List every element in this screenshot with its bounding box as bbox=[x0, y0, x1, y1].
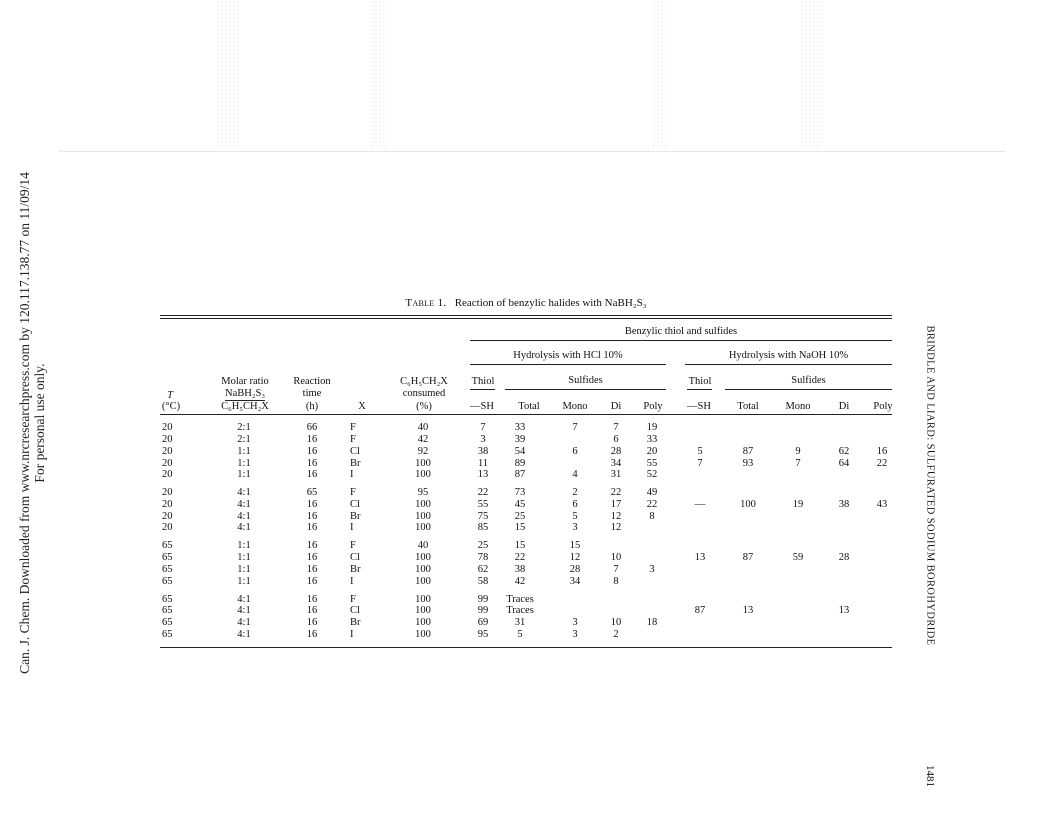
cell-molar-ratio: 1:1 bbox=[237, 540, 251, 551]
cell-hcl-thiol: 25 bbox=[477, 540, 489, 551]
cell-naoh-di: 62 bbox=[838, 446, 850, 457]
cell-molar-ratio: 4:1 bbox=[237, 617, 251, 628]
header-sh-naoh: —SH bbox=[687, 401, 711, 412]
cell-hcl-total: 38 bbox=[514, 564, 526, 575]
cell-hcl-mono: 34 bbox=[569, 576, 581, 587]
header-sulfides-naoh: Sulfides bbox=[791, 375, 826, 386]
cell-naoh-di: 13 bbox=[838, 605, 850, 616]
cell-hcl-poly: 55 bbox=[646, 458, 658, 469]
cell-hcl-di: 7 bbox=[613, 422, 619, 433]
cell-naoh-mono: 19 bbox=[792, 499, 804, 510]
cell-reaction-time: 66 bbox=[306, 422, 318, 433]
header-x: X bbox=[358, 401, 366, 412]
cell-hcl-thiol: 95 bbox=[477, 629, 489, 640]
cell-naoh-poly: 22 bbox=[876, 458, 888, 469]
header-reaction: Reaction bbox=[293, 376, 331, 387]
scan-artifact bbox=[800, 0, 822, 150]
cell-hcl-di: 12 bbox=[610, 511, 622, 522]
header-temperature-symbol: T bbox=[167, 390, 173, 401]
cell-halide: Cl bbox=[350, 605, 360, 616]
cell-reaction-time: 65 bbox=[306, 487, 318, 498]
header-temperature-unit: (°C) bbox=[161, 401, 181, 412]
cell-hcl-poly: 19 bbox=[646, 422, 658, 433]
cell-molar-ratio: 1:1 bbox=[237, 552, 251, 563]
cell-hcl-di: 10 bbox=[610, 552, 622, 563]
cell-halide: I bbox=[350, 629, 354, 640]
cell-temperature: 20 bbox=[162, 487, 173, 498]
cell-reaction-time: 16 bbox=[306, 617, 318, 628]
cell-hcl-total: 42 bbox=[514, 576, 526, 587]
cell-molar-ratio: 1:1 bbox=[237, 469, 251, 480]
cell-hcl-poly: 20 bbox=[646, 446, 658, 457]
cell-consumed: 100 bbox=[415, 458, 431, 469]
cell-hcl-mono: 6 bbox=[572, 446, 578, 457]
cell-temperature: 20 bbox=[162, 511, 173, 522]
cell-naoh-mono: 7 bbox=[795, 458, 801, 469]
cell-temperature: 65 bbox=[162, 629, 173, 640]
cell-naoh-poly: 16 bbox=[876, 446, 888, 457]
header-naoh-group: Hydrolysis with NaOH 10% bbox=[728, 350, 849, 361]
table-bottom-rule bbox=[160, 647, 892, 648]
cell-halide: Br bbox=[350, 617, 361, 628]
header-total-hcl: Total bbox=[518, 401, 540, 412]
header-consumed-unit: (%) bbox=[416, 401, 432, 412]
header-bottom-rule bbox=[160, 414, 892, 415]
cell-hcl-mono: 15 bbox=[569, 540, 581, 551]
sulfides-rule-hcl bbox=[505, 389, 666, 390]
cell-naoh-mono: 9 bbox=[795, 446, 801, 457]
group-rule-benzylic bbox=[470, 340, 892, 341]
cell-halide: Br bbox=[350, 511, 361, 522]
cell-hcl-poly: 49 bbox=[646, 487, 658, 498]
header-time: time bbox=[302, 388, 322, 399]
cell-molar-ratio: 4:1 bbox=[237, 629, 251, 640]
cell-hcl-di: 31 bbox=[610, 469, 622, 480]
cell-naoh-mono: 59 bbox=[792, 552, 804, 563]
cell-consumed: 100 bbox=[415, 617, 431, 628]
cell-hcl-mono: 3 bbox=[572, 617, 578, 628]
top-rule-second bbox=[160, 318, 892, 319]
cell-hcl-thiol: 78 bbox=[477, 552, 489, 563]
cell-reaction-time: 16 bbox=[306, 446, 318, 457]
header-thiol-hcl: Thiol bbox=[471, 376, 495, 387]
cell-reaction-time: 16 bbox=[306, 605, 318, 616]
cell-hcl-di: 2 bbox=[613, 629, 619, 640]
header-molar-ratio: Molar ratio bbox=[221, 376, 269, 387]
cell-naoh-di: 38 bbox=[838, 499, 850, 510]
cell-naoh-thiol: — bbox=[694, 499, 706, 510]
cell-hcl-di: 22 bbox=[610, 487, 622, 498]
cell-hcl-di: 10 bbox=[610, 617, 622, 628]
cell-reaction-time: 16 bbox=[306, 511, 318, 522]
cell-hcl-thiol: 58 bbox=[477, 576, 489, 587]
cell-consumed: 92 bbox=[417, 446, 429, 457]
sulfides-rule-naoh bbox=[725, 389, 892, 390]
cell-hcl-mono: 3 bbox=[572, 522, 578, 533]
group-rule-hcl bbox=[470, 364, 666, 365]
cell-molar-ratio: 4:1 bbox=[237, 605, 251, 616]
header-mono-naoh: Mono bbox=[785, 401, 811, 412]
cell-halide: F bbox=[350, 487, 356, 498]
cell-naoh-thiol: 7 bbox=[697, 458, 703, 469]
cell-molar-ratio: 1:1 bbox=[237, 446, 251, 457]
cell-hcl-mono: 5 bbox=[572, 511, 578, 522]
cell-temperature: 65 bbox=[162, 576, 173, 587]
cell-molar-ratio: 4:1 bbox=[237, 511, 251, 522]
top-rule bbox=[160, 315, 892, 316]
cell-hcl-poly: 22 bbox=[646, 499, 658, 510]
cell-naoh-di: 28 bbox=[838, 552, 850, 563]
cell-reaction-time: 16 bbox=[306, 499, 318, 510]
cell-hcl-total: 31 bbox=[514, 617, 526, 628]
cell-consumed: 100 bbox=[415, 594, 431, 605]
cell-consumed: 95 bbox=[417, 487, 429, 498]
header-benzylic-group: Benzylic thiol and sulfides bbox=[624, 326, 738, 337]
cell-hcl-total: 39 bbox=[514, 434, 526, 445]
table-caption bbox=[160, 297, 892, 309]
header-total-naoh: Total bbox=[737, 401, 759, 412]
cell-naoh-poly: 43 bbox=[876, 499, 888, 510]
cell-naoh-thiol: 87 bbox=[694, 605, 706, 616]
cell-halide: Cl bbox=[350, 499, 360, 510]
cell-reaction-time: 16 bbox=[306, 576, 318, 587]
cell-temperature: 65 bbox=[162, 617, 173, 628]
cell-consumed: 100 bbox=[415, 552, 431, 563]
cell-hcl-total: Traces bbox=[506, 594, 534, 605]
cell-halide: I bbox=[350, 522, 354, 533]
cell-hcl-poly: 3 bbox=[649, 564, 655, 575]
header-poly-hcl: Poly bbox=[643, 401, 663, 412]
header-molar-denominator: C₆H₅CH₂X bbox=[221, 401, 269, 412]
header-sulfides-hcl: Sulfides bbox=[568, 375, 603, 386]
cell-temperature: 20 bbox=[162, 422, 173, 433]
cell-halide: F bbox=[350, 422, 356, 433]
group-rule-naoh bbox=[685, 364, 892, 365]
cell-hcl-thiol: 75 bbox=[477, 511, 489, 522]
cell-reaction-time: 16 bbox=[306, 540, 318, 551]
cell-hcl-poly: 33 bbox=[646, 434, 658, 445]
thiol-rule-naoh bbox=[687, 389, 712, 390]
cell-temperature: 65 bbox=[162, 552, 173, 563]
cell-hcl-di: 34 bbox=[610, 458, 622, 469]
cell-hcl-thiol: 55 bbox=[477, 499, 489, 510]
cell-hcl-thiol: 7 bbox=[480, 422, 486, 433]
cell-molar-ratio: 4:1 bbox=[237, 594, 251, 605]
cell-hcl-di: 28 bbox=[610, 446, 622, 457]
header-time-unit: (h) bbox=[305, 401, 319, 412]
cell-hcl-total: 89 bbox=[514, 458, 526, 469]
cell-halide: Cl bbox=[350, 446, 360, 457]
cell-temperature: 65 bbox=[162, 605, 173, 616]
cell-hcl-poly: 18 bbox=[646, 617, 658, 628]
header-consumed-formula: C₆H₅CH₂X bbox=[400, 376, 448, 387]
cell-consumed: 100 bbox=[415, 522, 431, 533]
cell-hcl-total: 5 bbox=[517, 629, 523, 640]
cell-hcl-thiol: 99 bbox=[477, 605, 489, 616]
cell-reaction-time: 16 bbox=[306, 469, 318, 480]
cell-reaction-time: 16 bbox=[306, 629, 318, 640]
cell-consumed: 100 bbox=[415, 511, 431, 522]
cell-hcl-total: 25 bbox=[514, 511, 526, 522]
cell-halide: I bbox=[350, 576, 354, 587]
cell-temperature: 20 bbox=[162, 458, 173, 469]
cell-hcl-total: 45 bbox=[514, 499, 526, 510]
cell-reaction-time: 16 bbox=[306, 434, 318, 445]
cell-hcl-thiol: 69 bbox=[477, 617, 489, 628]
cell-reaction-time: 16 bbox=[306, 564, 318, 575]
scan-artifact-line bbox=[60, 151, 1005, 152]
table-title: Reaction of benzylic halides with NaBH₂S₃ bbox=[454, 297, 647, 309]
cell-hcl-mono: 2 bbox=[572, 487, 578, 498]
cell-hcl-di: 8 bbox=[613, 576, 619, 587]
cell-hcl-mono: 4 bbox=[572, 469, 578, 480]
cell-hcl-total: 87 bbox=[514, 469, 526, 480]
cell-hcl-thiol: 62 bbox=[477, 564, 489, 575]
cell-reaction-time: 16 bbox=[306, 594, 318, 605]
cell-temperature: 65 bbox=[162, 564, 173, 575]
header-thiol-naoh: Thiol bbox=[688, 376, 712, 387]
cell-reaction-time: 16 bbox=[306, 522, 318, 533]
cell-molar-ratio: 1:1 bbox=[237, 564, 251, 575]
cell-temperature: 20 bbox=[162, 522, 173, 533]
cell-temperature: 20 bbox=[162, 434, 173, 445]
cell-naoh-total: 87 bbox=[742, 552, 754, 563]
cell-hcl-total: 54 bbox=[514, 446, 526, 457]
cell-molar-ratio: 4:1 bbox=[237, 487, 251, 498]
cell-hcl-thiol: 11 bbox=[477, 458, 489, 469]
cell-halide: F bbox=[350, 594, 356, 605]
cell-consumed: 100 bbox=[415, 499, 431, 510]
cell-halide: Br bbox=[350, 458, 361, 469]
cell-naoh-total: 87 bbox=[742, 446, 754, 457]
cell-naoh-thiol: 13 bbox=[694, 552, 706, 563]
cell-consumed: 40 bbox=[417, 422, 429, 433]
cell-hcl-di: 7 bbox=[613, 564, 619, 575]
cell-hcl-mono: 12 bbox=[569, 552, 581, 563]
cell-hcl-thiol: 99 bbox=[477, 594, 489, 605]
thiol-rule-hcl bbox=[470, 389, 495, 390]
cell-hcl-total: 73 bbox=[514, 487, 526, 498]
page-number: 1481 bbox=[924, 765, 936, 787]
cell-molar-ratio: 4:1 bbox=[237, 522, 251, 533]
cell-temperature: 20 bbox=[162, 469, 173, 480]
cell-temperature: 65 bbox=[162, 594, 173, 605]
cell-hcl-thiol: 38 bbox=[477, 446, 489, 457]
cell-consumed: 42 bbox=[417, 434, 429, 445]
cell-consumed: 100 bbox=[415, 629, 431, 640]
header-mono-hcl: Mono bbox=[562, 401, 588, 412]
table-label: Table 1. bbox=[405, 297, 447, 309]
cell-consumed: 100 bbox=[415, 576, 431, 587]
cell-hcl-mono: 6 bbox=[572, 499, 578, 510]
cell-reaction-time: 16 bbox=[306, 458, 318, 469]
cell-hcl-thiol: 85 bbox=[477, 522, 489, 533]
cell-molar-ratio: 1:1 bbox=[237, 458, 251, 469]
cell-hcl-di: 12 bbox=[610, 522, 622, 533]
header-sh-hcl: —SH bbox=[470, 401, 494, 412]
cell-molar-ratio: 2:1 bbox=[237, 422, 251, 433]
cell-hcl-thiol: 13 bbox=[477, 469, 489, 480]
cell-temperature: 20 bbox=[162, 446, 173, 457]
cell-hcl-mono: 28 bbox=[569, 564, 581, 575]
scan-artifact bbox=[216, 0, 240, 150]
cell-hcl-di: 17 bbox=[610, 499, 622, 510]
cell-hcl-poly: 8 bbox=[649, 511, 655, 522]
download-notice-line2: For personal use only. bbox=[32, 363, 47, 483]
cell-hcl-poly: 52 bbox=[646, 469, 658, 480]
cell-reaction-time: 16 bbox=[306, 552, 318, 563]
cell-temperature: 65 bbox=[162, 540, 173, 551]
download-notice-line1: Can. J. Chem. Downloaded from www.nrcresearchpress.com by 120.117.138.77 on 11/09/14 bbox=[17, 172, 32, 674]
cell-naoh-di: 64 bbox=[838, 458, 850, 469]
cell-halide: F bbox=[350, 540, 356, 551]
cell-hcl-thiol: 22 bbox=[477, 487, 489, 498]
cell-hcl-mono: 3 bbox=[572, 629, 578, 640]
cell-hcl-thiol: 3 bbox=[480, 434, 486, 445]
header-consumed: consumed bbox=[402, 388, 446, 399]
running-head: BRINDLE AND LIARD: SULFURATED SODIUM BOROHYDRIDE bbox=[924, 325, 936, 646]
cell-hcl-total: 33 bbox=[514, 422, 526, 433]
cell-naoh-total: 93 bbox=[742, 458, 754, 469]
header-poly-naoh: Poly bbox=[873, 401, 893, 412]
cell-naoh-total: 100 bbox=[740, 499, 756, 510]
header-hcl-group: Hydrolysis with HCl 10% bbox=[513, 350, 623, 361]
cell-halide: F bbox=[350, 434, 356, 445]
cell-naoh-total: 13 bbox=[742, 605, 754, 616]
cell-halide: Br bbox=[350, 564, 361, 575]
header-di-hcl: Di bbox=[610, 401, 622, 412]
cell-consumed: 100 bbox=[415, 469, 431, 480]
cell-naoh-thiol: 5 bbox=[697, 446, 703, 457]
header-di-naoh: Di bbox=[838, 401, 850, 412]
cell-hcl-total: Traces bbox=[506, 605, 534, 616]
cell-molar-ratio: 4:1 bbox=[237, 499, 251, 510]
cell-hcl-di: 6 bbox=[613, 434, 619, 445]
cell-molar-ratio: 2:1 bbox=[237, 434, 251, 445]
cell-halide: I bbox=[350, 469, 354, 480]
cell-temperature: 20 bbox=[162, 499, 173, 510]
cell-hcl-total: 15 bbox=[514, 522, 526, 533]
scan-artifact bbox=[652, 0, 666, 150]
cell-consumed: 40 bbox=[417, 540, 429, 551]
cell-halide: Cl bbox=[350, 552, 360, 563]
cell-consumed: 100 bbox=[415, 605, 431, 616]
header-molar-numerator bbox=[200, 388, 290, 401]
cell-hcl-total: 22 bbox=[514, 552, 526, 563]
cell-molar-ratio: 1:1 bbox=[237, 576, 251, 587]
download-notice bbox=[17, 163, 47, 683]
cell-hcl-total: 15 bbox=[514, 540, 526, 551]
cell-consumed: 100 bbox=[415, 564, 431, 575]
scan-artifact bbox=[370, 0, 386, 150]
cell-hcl-mono: 7 bbox=[572, 422, 578, 433]
molar-numerator-text: NaBH₂S₃ bbox=[225, 388, 265, 399]
